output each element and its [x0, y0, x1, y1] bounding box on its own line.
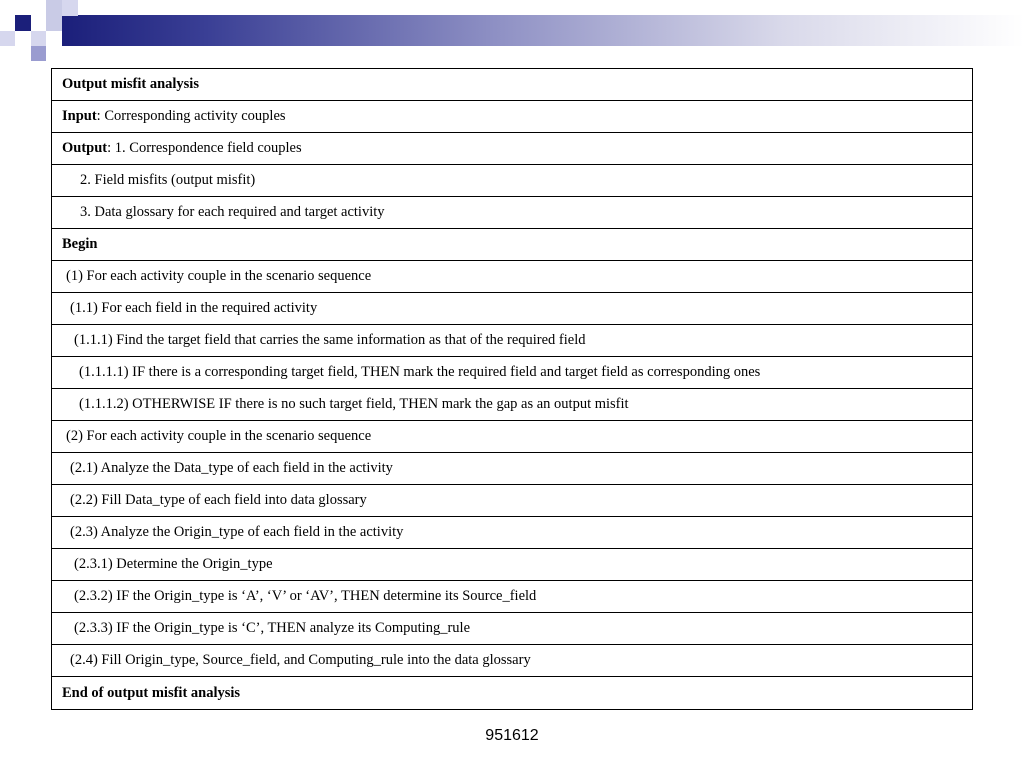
row-bold-label: End of output misfit analysis [62, 684, 241, 701]
row-bold-label: Output misfit analysis [62, 76, 199, 92]
decor-square [15, 15, 31, 31]
page-number: 951612 [485, 727, 539, 744]
table-row [52, 549, 972, 581]
table-row [52, 133, 972, 165]
row-text: 3. Data glossary for each required and target activity [80, 204, 385, 220]
table-row [52, 293, 972, 325]
row-text: (1) For each activity couple in the scenario sequence [66, 268, 372, 284]
row-text: (2.3.2) IF the Origin_type is ‘A’, ‘V’ or ‘AV’, THEN determine its Source_field [74, 588, 537, 604]
row-bold-label: Output [62, 140, 108, 156]
table-row [52, 517, 972, 549]
row-text: (2.3) Analyze the Origin_type of each field in the activity [70, 524, 404, 540]
table-row [52, 645, 972, 677]
row-text: (2.2) Fill Data_type of each field into data glossary [70, 492, 367, 508]
row-text: (1.1.1) Find the target field that carries the same information as that of the required field [74, 332, 586, 348]
table-row [52, 229, 972, 261]
table-row [52, 421, 972, 453]
row-text: (2.4) Fill Origin_type, Source_field, and Computing_rule into the data glossary [70, 652, 531, 668]
row-text: (1.1.1.1) IF there is a corresponding target field, THEN mark the required field and target field as corresponding ones [79, 364, 761, 380]
row-text: : 1. Correspondence field couples [107, 140, 302, 156]
table-row [52, 581, 972, 613]
table-row [52, 357, 972, 389]
algorithm-table [51, 68, 973, 710]
row-text: (1.1) For each field in the required activity [70, 300, 318, 316]
row-text: (2) For each activity couple in the scenario sequence [66, 428, 372, 444]
table-row [52, 197, 972, 229]
row-text: (2.1) Analyze the Data_type of each field in the activity [70, 460, 393, 476]
decor-square [46, 15, 62, 31]
decor-square [0, 31, 15, 46]
table-row [52, 325, 972, 357]
row-text: (1.1.1.2) OTHERWISE IF there is no such target field, THEN mark the gap as an output misfit [79, 396, 629, 412]
table-row [52, 101, 972, 133]
row-text: : Corresponding activity couples [96, 108, 286, 124]
table-row [52, 261, 972, 293]
row-text: (2.3.1) Determine the Origin_type [74, 556, 273, 572]
row-bold-label: Begin [62, 236, 98, 252]
table-row [52, 389, 972, 421]
decor-square [31, 31, 46, 46]
row-text: 2. Field misfits (output misfit) [80, 172, 256, 188]
table-row [52, 613, 972, 645]
decor-square [62, 0, 78, 16]
decor-square [46, 0, 62, 16]
table-row [52, 485, 972, 517]
row-bold-label: Input [62, 108, 97, 124]
row-text: (2.3.3) IF the Origin_type is ‘C’, THEN analyze its Computing_rule [74, 620, 471, 636]
table-row [52, 69, 972, 101]
table-row [52, 677, 972, 709]
table-row [52, 165, 972, 197]
decor-square [31, 46, 46, 61]
header-banner [62, 15, 1024, 46]
table-row [52, 453, 972, 485]
